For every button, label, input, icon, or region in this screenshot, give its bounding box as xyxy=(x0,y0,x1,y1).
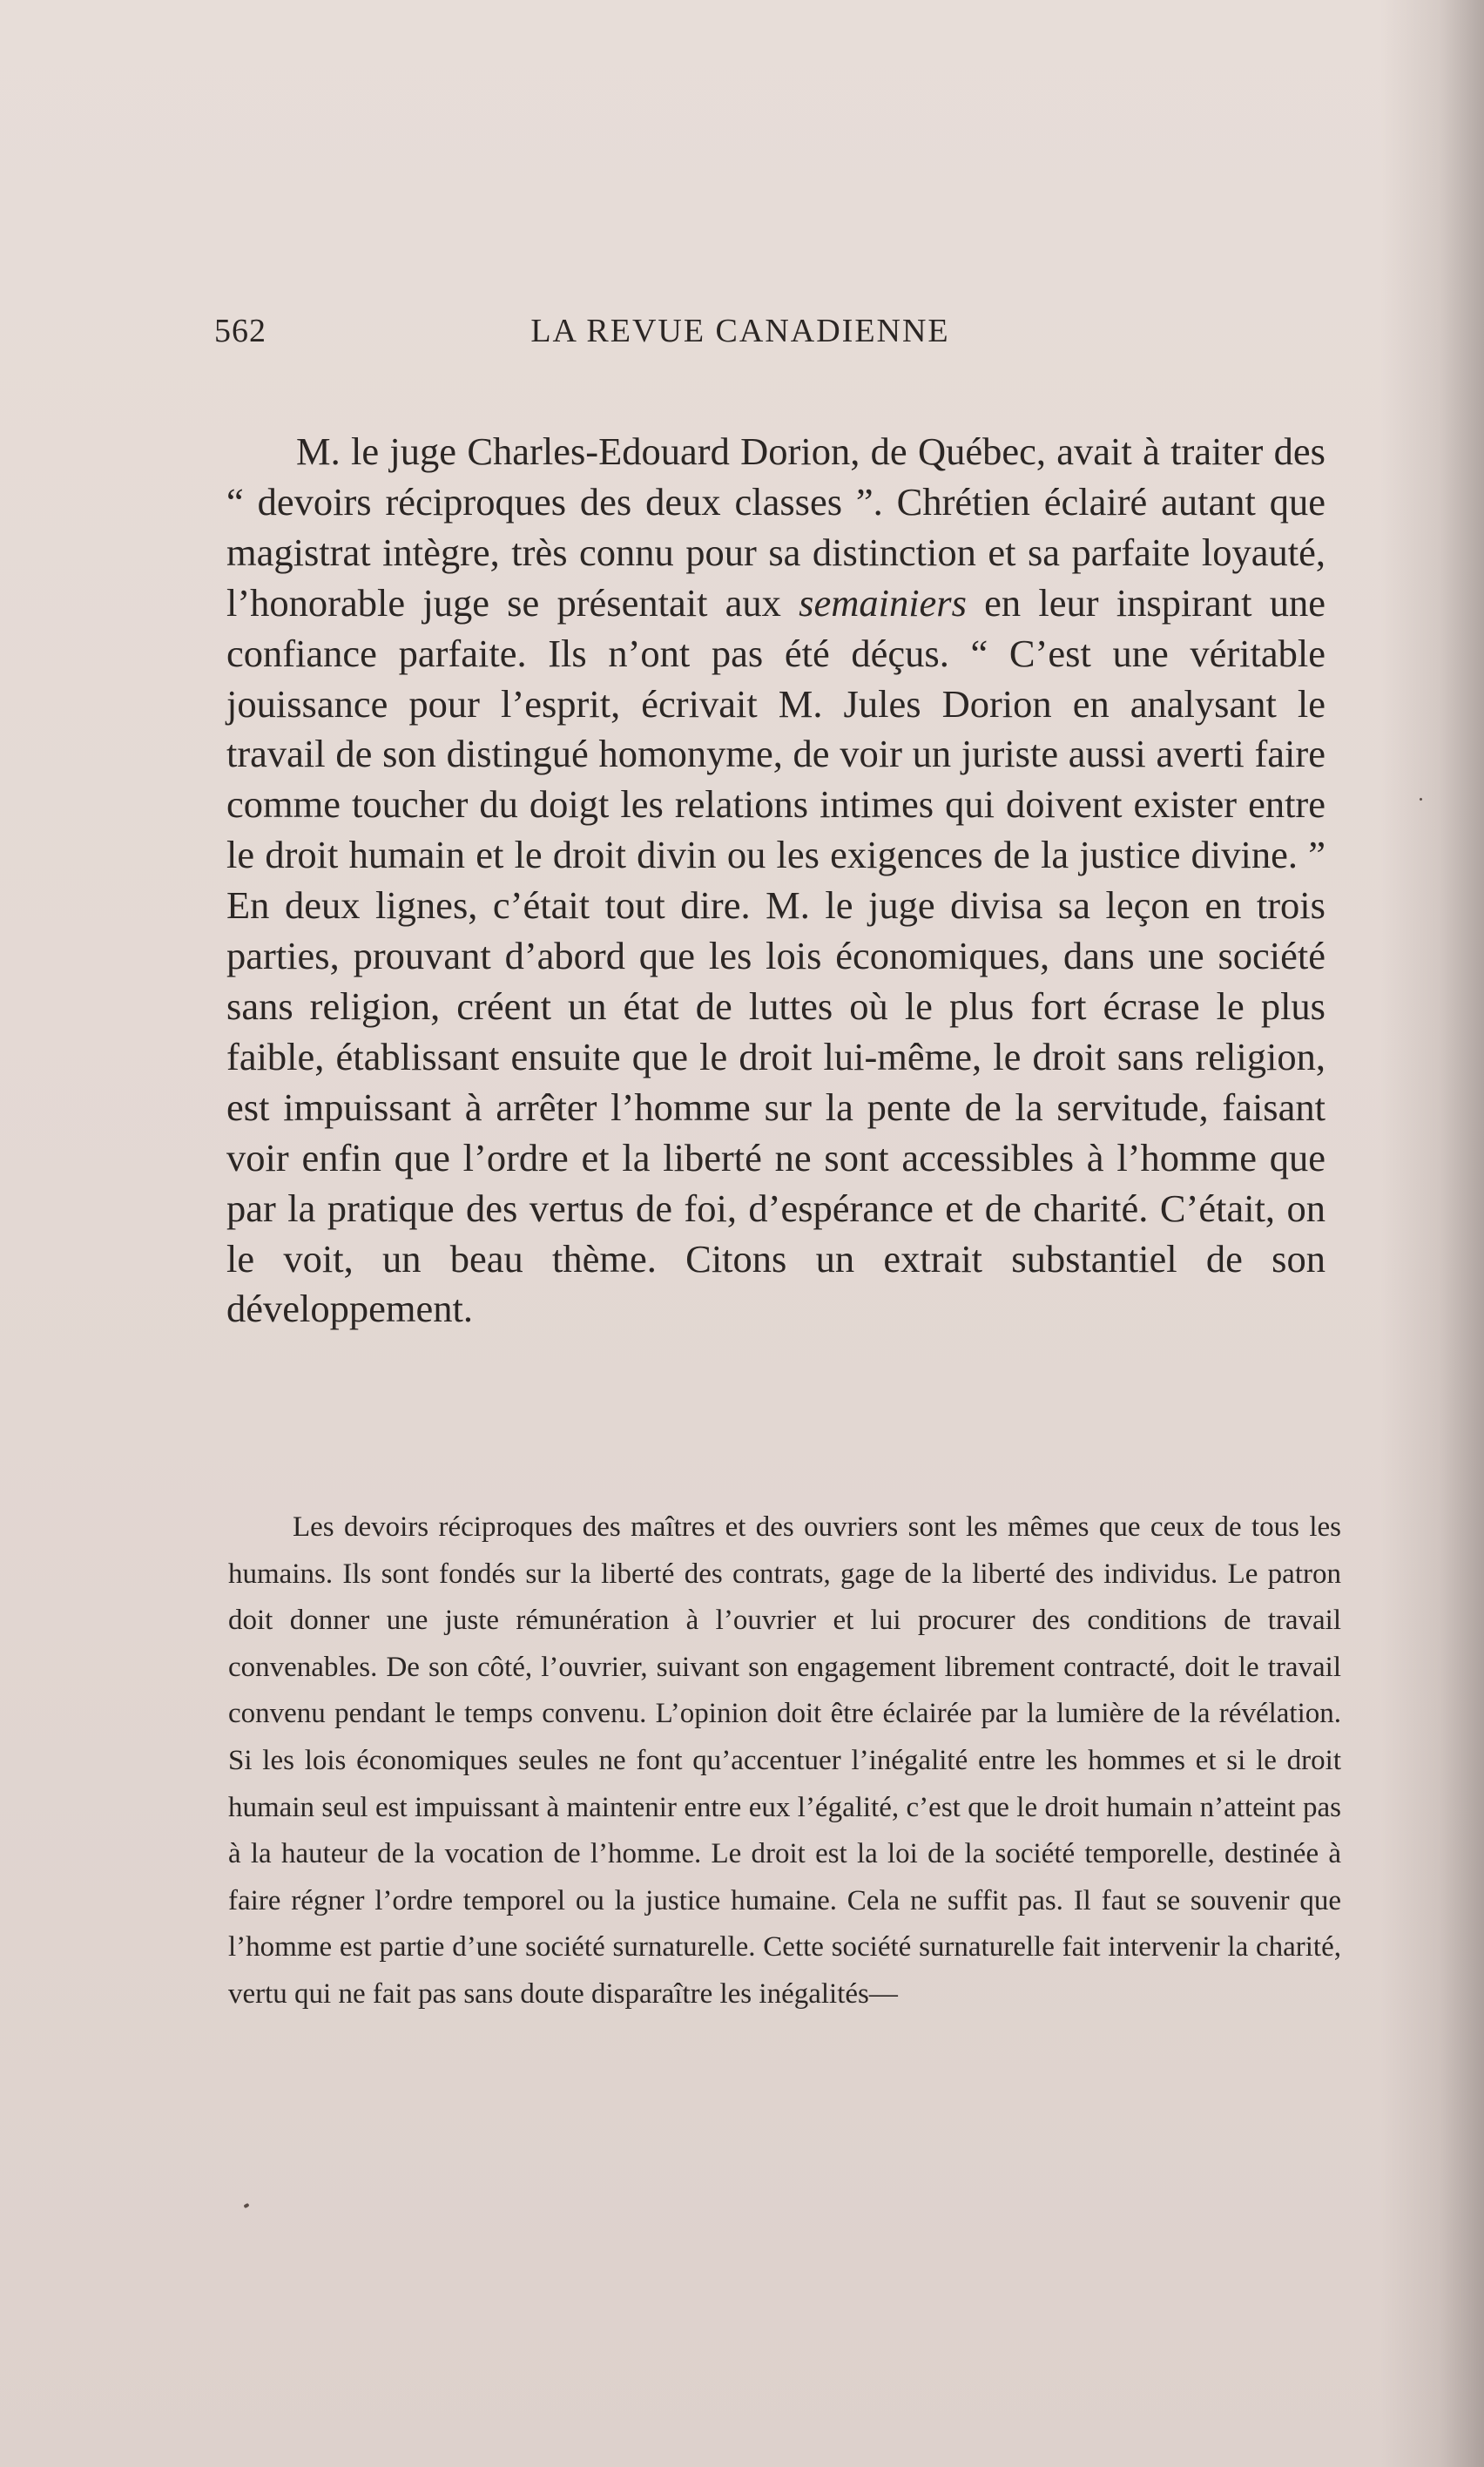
ink-speck xyxy=(243,2203,249,2208)
block-quote: Les devoirs réciproques des maîtres et des ouvriers sont les mêmes que ceux de tous les humains. Ils sont fondés sur la liberté des contrats, gage de la liberté des individus. Le patron doit donner une juste rémunération à l’ouvrier et lui procurer des conditions de travail convenables. De son côté, l’ouvrier, suivant son engagement librement contracté, doit le travail convenu pendant le temps convenu. L’opinion doit être éclairée par la lumière de la révélation. Si les lois économiques seules ne font qu’accentuer l’inégalité entre les hommes et si le droit humain seul est impuissant à maintenir entre eux l’égalité, c’est que le droit humain n’atteint pas à la hauteur de la vocation de l’homme. Le droit est la loi de la société temporelle, destinée à faire régner l’ordre temporel ou la justice humaine. Cela ne suffit pas. Il faut se souvenir que l’homme est partie d’une société surnaturelle. Cette société surnaturelle fait intervenir la charité, vertu qui ne fait pas sans doute disparaître les inégalités— xyxy=(228,1511,1341,2010)
page-number: 562 xyxy=(214,313,266,349)
running-title: LA REVUE CANADIENNE xyxy=(530,313,950,349)
body-paragraph: M. le juge Charles-Edouard Dorion, de Québec, avait à traiter des “ devoirs réciproques des deux classes ”. Chrétien éclairé autant que magistrat intègre, très connu pour sa distinction et sa parfaite loyauté, l’honorable juge se présentait aux semainiers en leur inspirant une confiance parfaite. Ils n’ont pas été déçus. “ C’est une véritable jouissance pour l’esprit, écrivait M. Jules Dorion en analysant le travail de son distingué homonyme, de voir un juriste aussi averti faire comme toucher du doigt les relations intimes qui doivent exister entre le droit humain et le droit divin ou les exigences de la justice divine. ” En deux lignes, c’était tout dire. M. le juge divisa sa leçon en trois parties, prouvant d’abord que les lois économiques, dans une société sans religion, créent un état de luttes où le plus fort écrase le plus faible, établissant ensuite que le droit lui-même, le droit sans religion, est impuissant à arrêter l’homme sur la pente de la servitude, faisant voir enfin que l’ordre et la liberté ne sont accessibles à l’homme que par la pratique des vertus de foi, d’espérance et de charité. C’était, on le voit, un beau thème. Citons un extrait substantiel de son développement. xyxy=(226,429,1325,1331)
page-header xyxy=(214,312,1303,364)
italic-word: semainiers xyxy=(799,580,967,625)
ink-speck xyxy=(1419,797,1422,801)
